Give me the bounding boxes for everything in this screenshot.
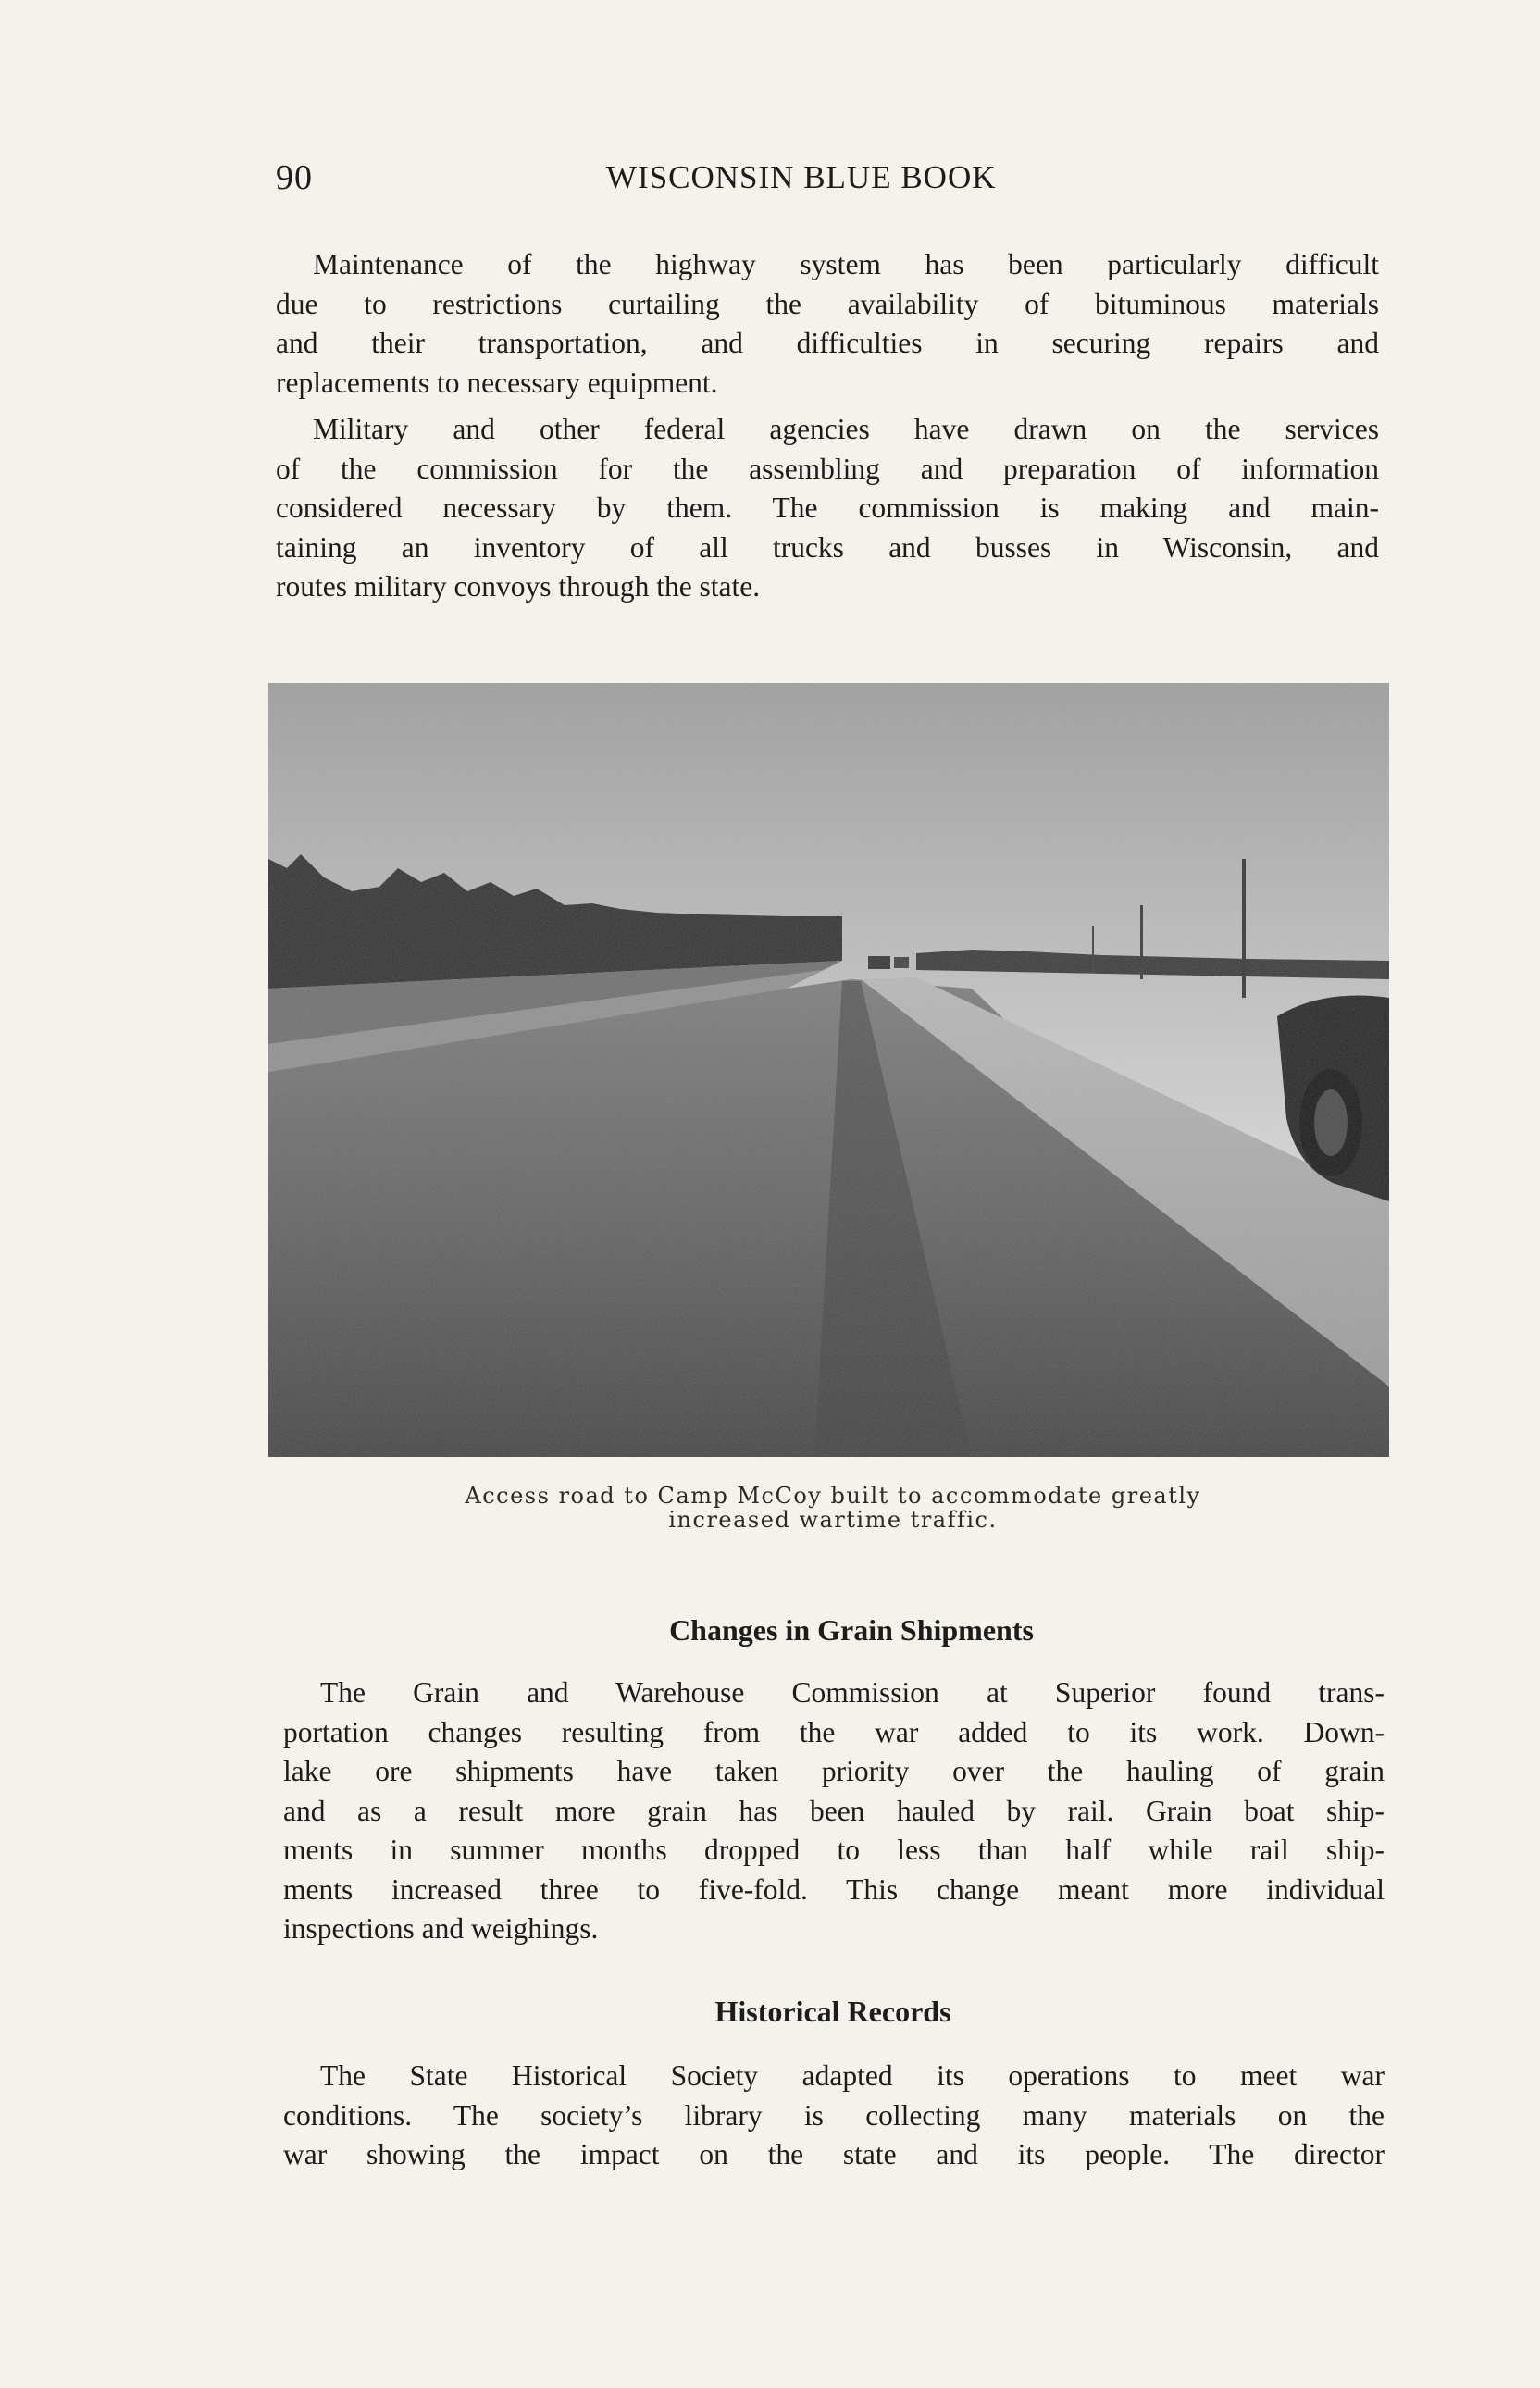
text-line: ments increased three to five-fold. This change meant more individual [283, 1872, 1385, 1906]
caption-line: Access road to Camp McCoy built to accommodate greatly [465, 1483, 1201, 1509]
text-line: taining an inventory of all trucks and busses in Wisconsin, and [276, 530, 1379, 564]
paragraph-maintenance [276, 245, 1379, 403]
figure-caption [333, 1484, 1333, 1532]
text-line: considered necessary by them. The commission is making and main- [276, 491, 1379, 524]
text-line: conditions. The society’s library is collecting many materials on the [283, 2098, 1385, 2132]
section-heading-grain: Changes in Grain Shipments [669, 1613, 1034, 1647]
text-line: ments in summer months dropped to less than half while rail ship- [283, 1834, 1385, 1866]
text-line: The Grain and Warehouse Commission at Superior found trans- [320, 1676, 1385, 1709]
text-line: of the commission for the assembling and preparation of information [276, 452, 1379, 485]
caption-line: increased wartime traffic. [668, 1507, 998, 1533]
text-line: replacements to necessary equipment. [276, 366, 718, 399]
text-line: and their transportation, and difficulties in securing repairs and [276, 327, 1379, 359]
text-line: Military and other federal agencies have drawn on the services [313, 413, 1379, 445]
road-photograph [268, 683, 1389, 1457]
page-number: 90 [276, 158, 313, 197]
text-line: war showing the impact on the state and its people. The director [283, 2138, 1385, 2170]
running-title: WISCONSIN BLUE BOOK [606, 159, 997, 195]
paragraph-military [276, 410, 1379, 607]
paragraph-grain [283, 1673, 1385, 1949]
road-photograph-drawing [268, 683, 1389, 1457]
text-line: portation changes resulting from the war added to its work. Down- [283, 1715, 1385, 1748]
text-line: Maintenance of the highway system has been particularly difficult [313, 248, 1379, 280]
text-line: due to restrictions curtailing the availability of bituminous materials [276, 287, 1379, 320]
text-line: The State Historical Society adapted its operations to meet war [320, 2059, 1385, 2092]
section-heading-historical: Historical Records [714, 1995, 951, 2028]
text-line: lake ore shipments have taken priority over the hauling of grain [283, 1755, 1385, 1787]
text-line: routes military convoys through the state. [276, 570, 761, 603]
text-line: inspections and weighings. [283, 1912, 599, 1945]
paragraph-historical [283, 2057, 1385, 2175]
text-line: and as a result more grain has been hauled by rail. Grain boat ship- [283, 1794, 1385, 1827]
running-head [276, 157, 1386, 204]
